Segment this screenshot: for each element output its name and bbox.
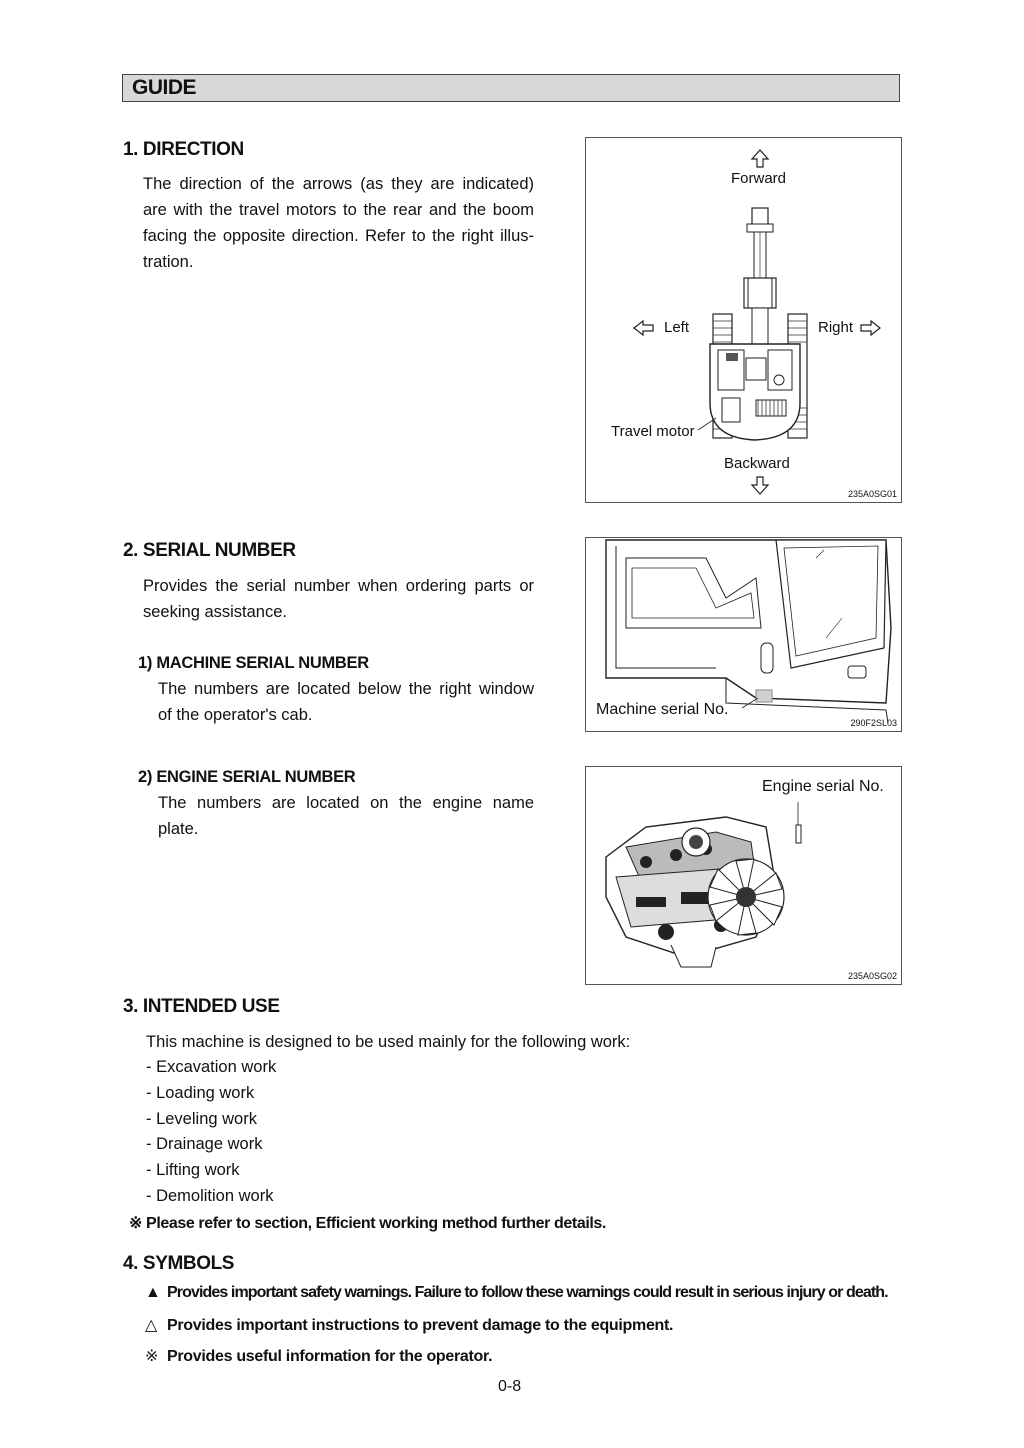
- right-arrow-icon: [861, 321, 880, 335]
- engine-serial-line-2: plate.: [158, 820, 199, 838]
- list-item: - Leveling work: [146, 1109, 257, 1128]
- engine-serial-label: Engine serial No.: [762, 778, 884, 795]
- list-item: - Loading work: [146, 1083, 255, 1102]
- backward-arrow-icon: [752, 477, 768, 494]
- guide-header-bar: [122, 74, 900, 102]
- guide-title: GUIDE: [132, 76, 197, 99]
- symbol-info-row: [145, 1346, 492, 1366]
- engine-serial-heading: 2) ENGINE SERIAL NUMBER: [138, 768, 356, 786]
- list-item: - Demolition work: [146, 1186, 274, 1205]
- engine-serial-text: [158, 790, 534, 842]
- direction-figure: [585, 137, 902, 503]
- engine-figure-code: 235A0SG02: [847, 971, 897, 981]
- engine-illustration: [586, 767, 902, 985]
- direction-line-1: The direction of the arrows (as they are indicated): [143, 175, 534, 193]
- reference-mark-icon: ※: [145, 1348, 159, 1365]
- direction-figure-code: 235A0SG01: [847, 489, 897, 499]
- list-item: - Drainage work: [146, 1135, 263, 1154]
- serial-line-2: seeking assistance.: [143, 603, 287, 621]
- serial-heading: 2. SERIAL NUMBER: [123, 540, 296, 561]
- right-label: Right: [818, 319, 854, 336]
- machine-serial-text: [158, 676, 534, 728]
- serial-line-1: Provides the serial number when ordering parts or: [143, 577, 534, 595]
- machine-figure-code: 290F2SL03: [850, 718, 897, 728]
- machine-serial-label: Machine serial No.: [596, 701, 729, 718]
- list-item: - Lifting work: [146, 1161, 240, 1180]
- excavator-top-view-illustration: [586, 138, 902, 503]
- intended-use-note: ※ Please refer to section, Efficient working method further details.: [129, 1215, 606, 1232]
- symbol-warning-text: Provides important safety warnings. Failure to follow these warnings could result in serious injury or death.: [167, 1284, 888, 1301]
- machine-serial-heading: 1) MACHINE SERIAL NUMBER: [138, 654, 369, 672]
- symbols-heading: 4. SYMBOLS: [123, 1253, 235, 1274]
- page-number: 0-8: [498, 1378, 522, 1395]
- machine-serial-line-1: The numbers are located below the right window: [158, 680, 534, 698]
- machine-serial-figure: [585, 537, 902, 732]
- serial-text: [143, 573, 534, 625]
- engine-serial-line-1: The numbers are located on the engine name: [158, 794, 534, 812]
- symbol-caution-row: [145, 1315, 673, 1335]
- direction-text: [143, 171, 534, 275]
- backward-label: Backward: [724, 455, 790, 472]
- list-item: - Excavation work: [146, 1058, 277, 1076]
- intended-use-heading: 3. INTENDED USE: [123, 996, 280, 1017]
- travel-motor-label: Travel motor: [611, 423, 695, 440]
- machine-serial-line-2: of the operator's cab.: [158, 706, 313, 724]
- forward-label: Forward: [731, 170, 787, 187]
- warning-triangle-filled-icon: ▲: [145, 1284, 160, 1301]
- symbol-warning-row: [145, 1284, 888, 1302]
- symbol-caution-text: Provides important instructions to prevent damage to the equipment.: [167, 1317, 674, 1334]
- symbol-info-text: Provides useful information for the operator.: [167, 1348, 493, 1365]
- direction-line-4: tration.: [143, 253, 194, 271]
- intended-use-list: [146, 1055, 276, 1210]
- engine-serial-figure: [585, 766, 902, 985]
- left-label: Left: [664, 319, 690, 336]
- direction-line-2: are with the travel motors to the rear and the boom: [143, 201, 534, 219]
- direction-line-3: facing the opposite direction. Refer to the right illus-: [143, 227, 534, 245]
- caution-triangle-outline-icon: △: [145, 1317, 158, 1334]
- forward-arrow-icon: [752, 150, 768, 167]
- left-arrow-icon: [634, 321, 653, 335]
- intended-use-intro: This machine is designed to be used mainly for the following work:: [146, 1033, 631, 1051]
- direction-heading: 1. DIRECTION: [123, 139, 244, 160]
